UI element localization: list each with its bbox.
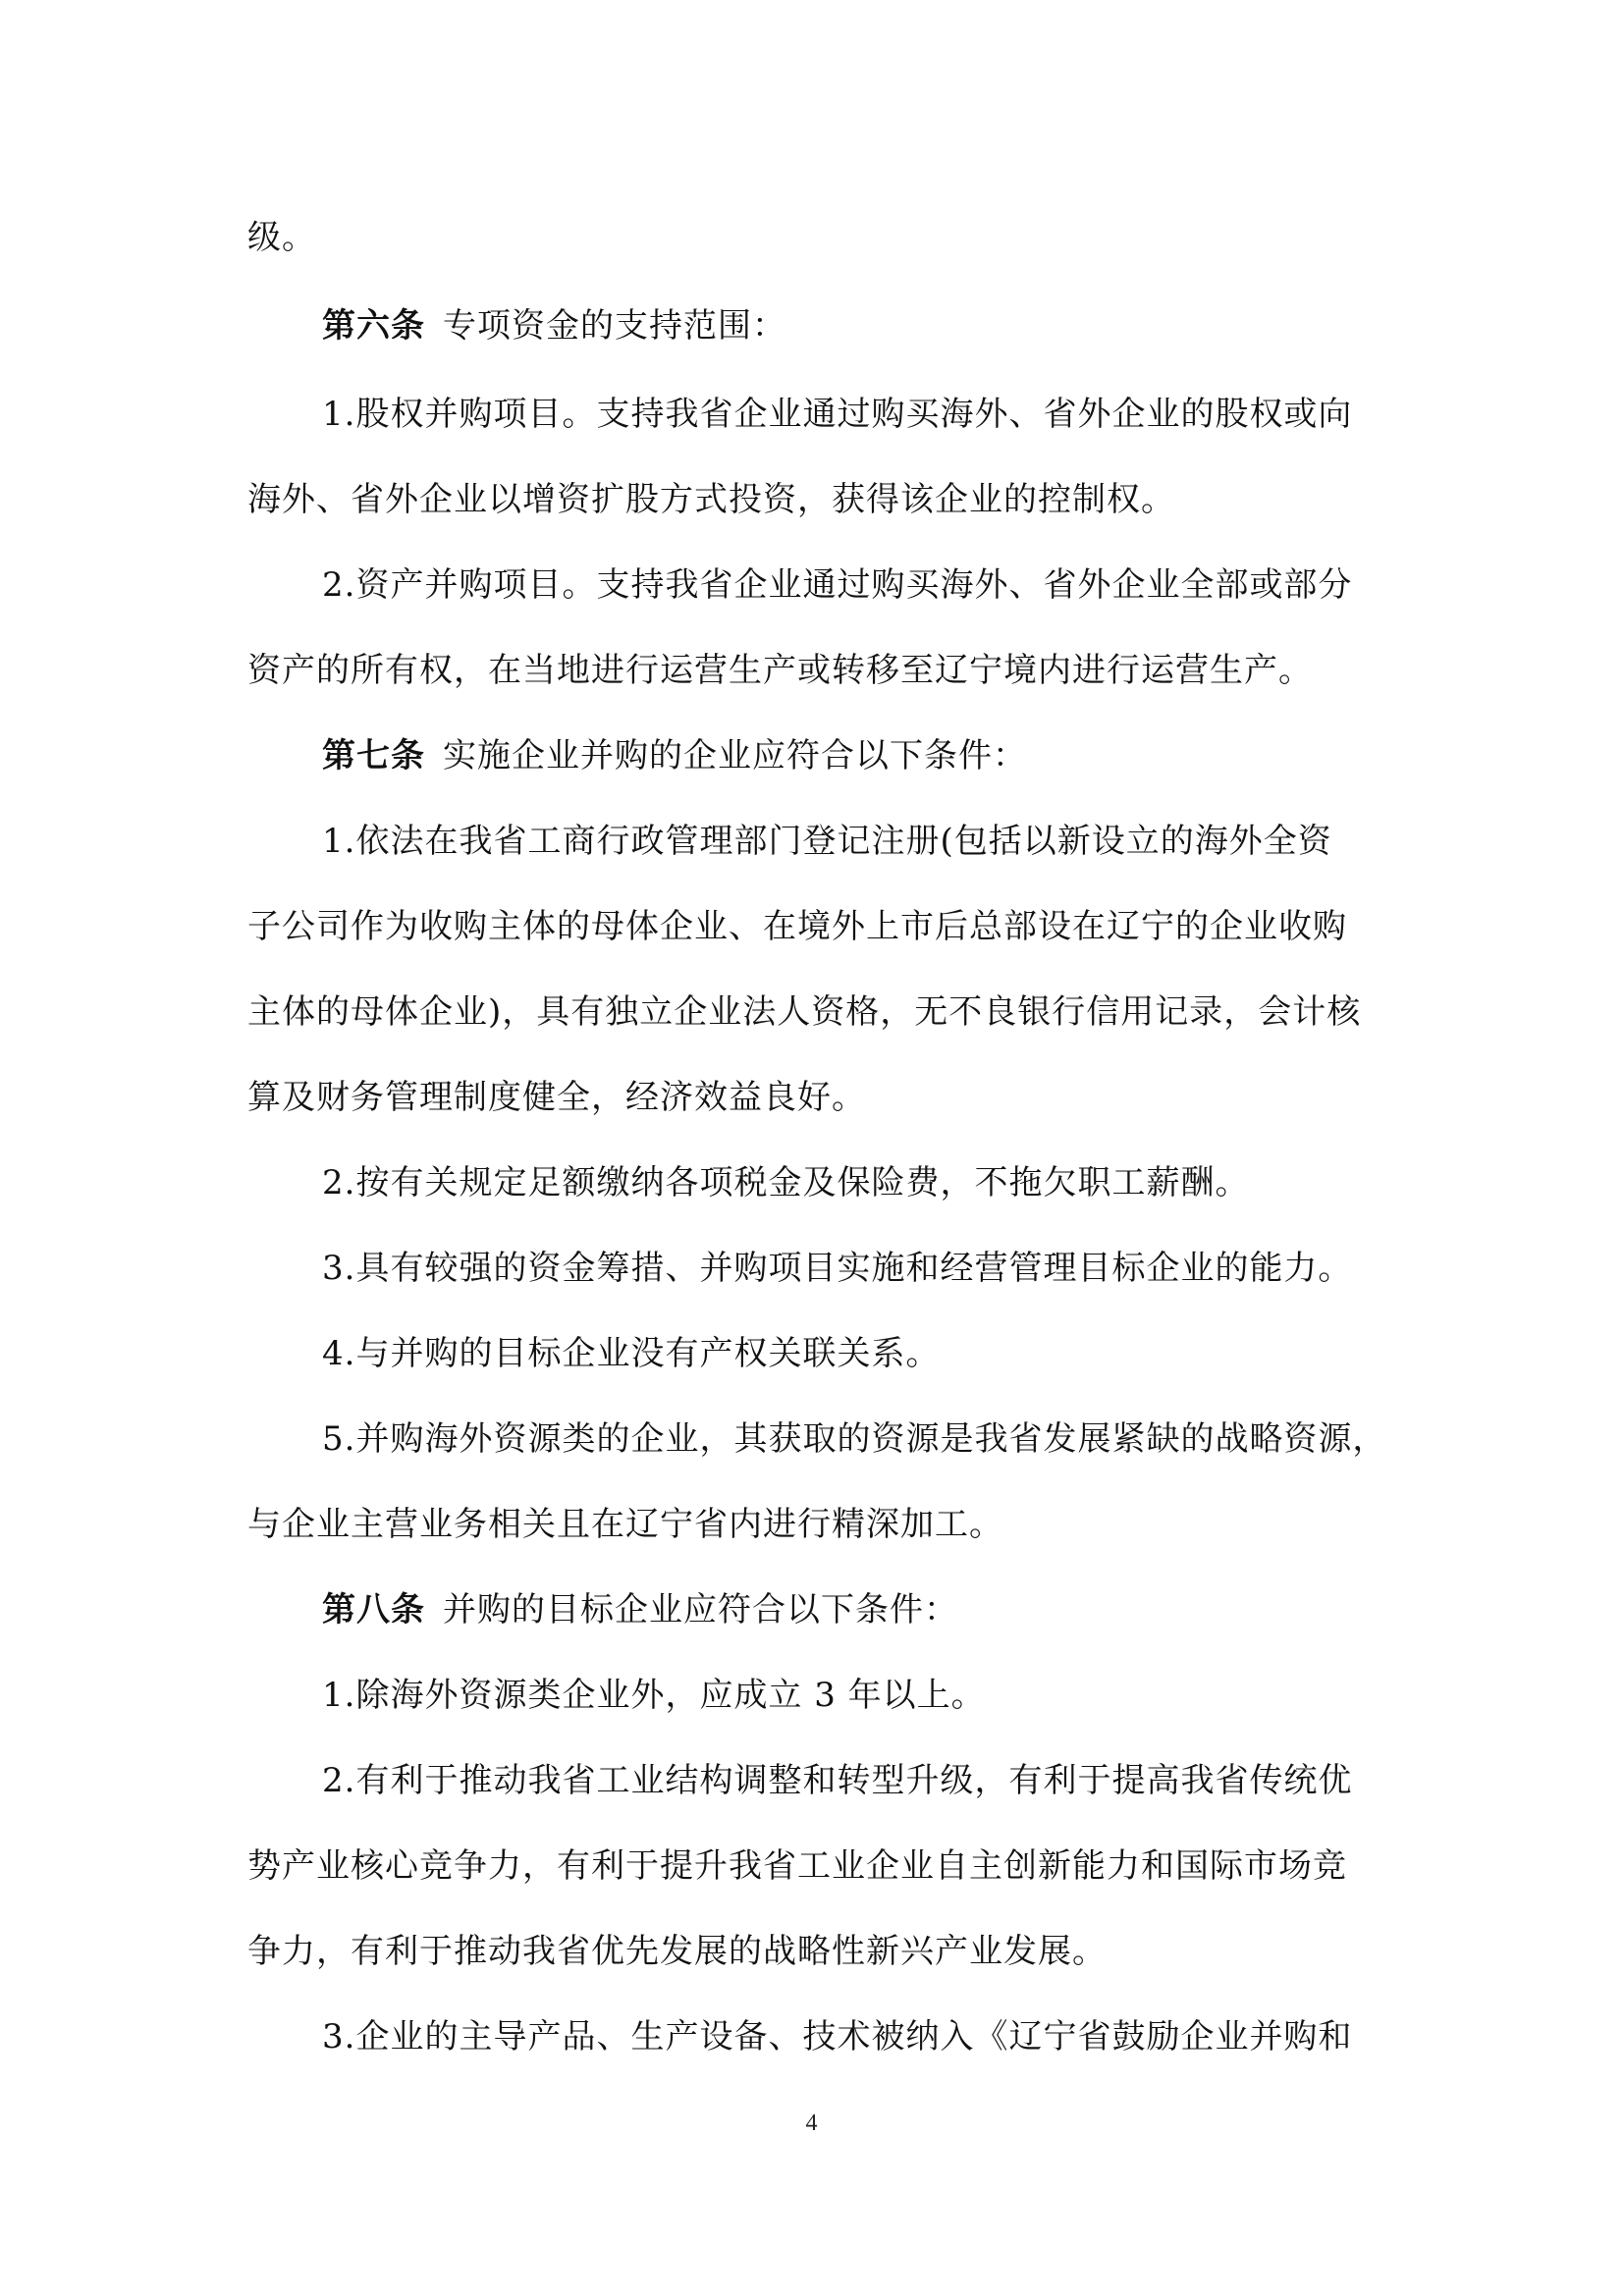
text-line: 与企业主营业务相关且在辽宁省内进行精深加工。	[247, 1505, 1003, 1544]
text-line: 势产业核心竞争力，有利于提升我省工业企业自主创新能力和国际市场竞	[247, 1846, 1347, 1886]
text-line: 2.按有关规定足额缴纳各项税金及保险费，不拖欠职工薪酬。	[322, 1163, 1250, 1202]
text-line: 2.有利于推动我省工业结构调整和转型升级，有利于提高我省传统优	[322, 1761, 1353, 1800]
text-line: 子公司作为收购主体的母体企业、在境外上市后总部设在辽宁的企业收购	[247, 907, 1347, 946]
text-line: 4.与并购的目标企业没有产权关联关系。	[322, 1334, 941, 1373]
text-line: 1.股权并购项目。支持我省企业通过购买海外、省外企业的股权或向	[322, 395, 1353, 434]
text-line: 2.资产并购项目。支持我省企业通过购买海外、省外企业全部或部分	[322, 565, 1353, 605]
text-line: 主体的母体企业)，具有独立企业法人资格，无不良银行信用记录，会计核	[247, 992, 1362, 1032]
text-line: 1.除海外资源类企业外，应成立 3 年以上。	[322, 1676, 986, 1715]
article-number: 第八条	[322, 1590, 425, 1629]
text-line: 3.具有较强的资金筹措、并购项目实施和经营管理目标企业的能力。	[322, 1249, 1353, 1288]
page-number: 4	[805, 2110, 818, 2136]
text-line: 5.并购海外资源类的企业，其获取的资源是我省发展紧缺的战略资源，	[322, 1419, 1387, 1459]
article-heading: 第六条 专项资金的支持范围：	[322, 306, 786, 346]
text-line: 资产的所有权，在当地进行运营生产或转移至辽宁境内进行运营生产。	[247, 651, 1313, 690]
text-line: 海外、省外企业以增资扩股方式投资，获得该企业的控制权。	[247, 480, 1175, 519]
article-heading: 第八条 并购的目标企业应符合以下条件：	[322, 1590, 958, 1629]
text-line: 算及财务管理制度健全，经济效益良好。	[247, 1078, 866, 1117]
text-line: 3.企业的主导产品、生产设备、技术被纳入《辽宁省鼓励企业并购和	[322, 2017, 1353, 2056]
article-number: 第七条	[322, 736, 425, 775]
article-number: 第六条	[322, 306, 425, 346]
article-heading: 第七条 实施企业并购的企业应符合以下条件：	[322, 736, 1027, 775]
text-line: 级。	[247, 218, 316, 257]
text-line: 1.依法在我省工商行政管理部门登记注册(包括以新设立的海外全资	[322, 822, 1332, 861]
text-line: 争力，有利于推动我省优先发展的战略性新兴产业发展。	[247, 1932, 1107, 1971]
